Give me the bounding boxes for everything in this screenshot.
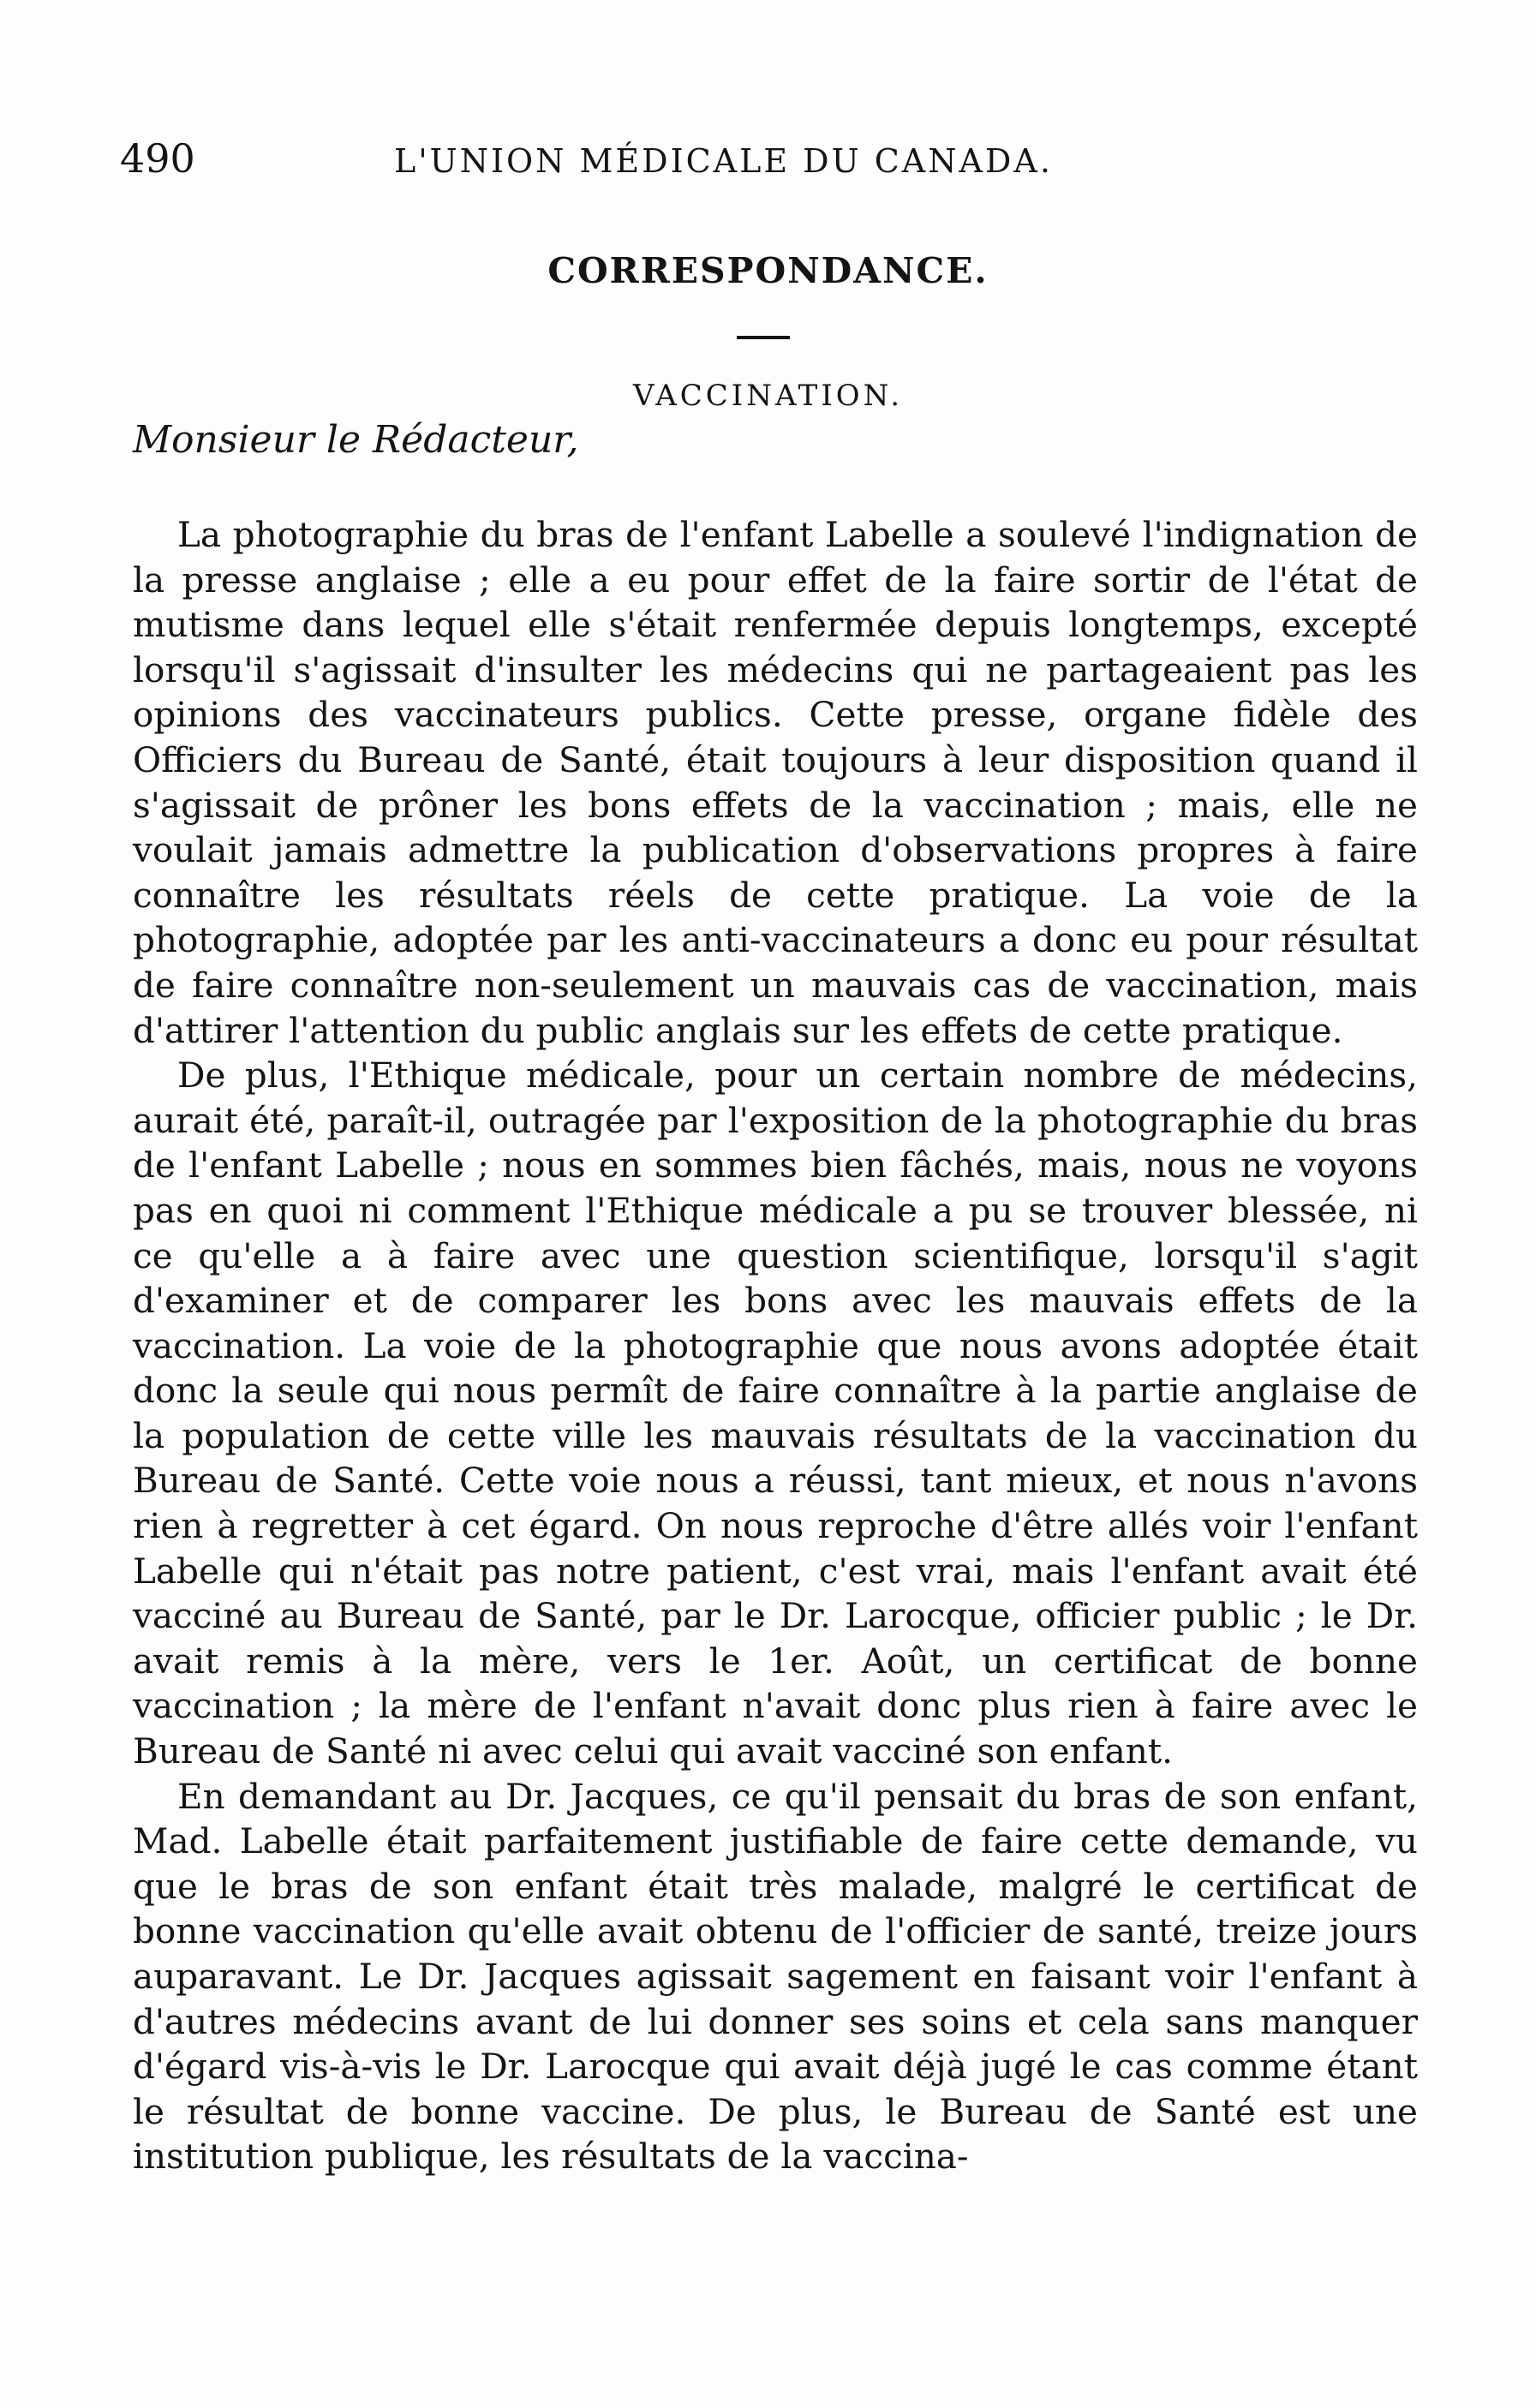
salutation: Monsieur le Rédacteur,	[133, 418, 579, 462]
paragraph-1: La photographie du bras de l'enfant Labelle a soulevé l'indignation de la presse anglaise ; elle a eu pour effet de la faire sortir de l'état de mutisme dans lequel elle s'était renfermée depuis longtemps, excepté lorsqu'il s'agissait d'insulter les médecins qui ne partageaient pas les opinions des vaccinateurs publics. Cette presse, organe fidèle des Officiers du Bureau de Santé, était toujours à leur disposition quand il s'agissait de prôner les bons effets de la vaccination ; mais, elle ne voulait jamais admettre la publication d'observations propres à faire connaître les résultats réels de cette pratique. La voie de la photographie, adoptée par les anti-vaccinateurs a donc eu pour résultat de faire connaître non-seulement un mauvais cas de vaccination, mais d'attirer l'attention du public anglais sur les effets de cette pratique.	[133, 514, 1418, 1051]
paragraph-3: En demandant au Dr. Jacques, ce qu'il pensait du bras de son enfant, Mad. Labelle était parfaitement justifiable de faire cette demande, vu que le bras de son enfant était très malade, malgré le certificat de bonne vaccination qu'elle avait obtenu de l'officier de santé, treize jours auparavant. Le Dr. Jacques agissait sagement en faisant voir l'enfant à d'autres médecins avant de lui donner ses soins et cela sans manquer d'égard vis-à-vis le Dr. Larocque qui avait déjà jugé le cas comme étant le résultat de bonne vaccine. De plus, le Bureau de Santé est une institution publique, les résultats de la vaccina-	[133, 1775, 1418, 2178]
title-rule	[737, 336, 790, 339]
page-header	[120, 135, 1422, 187]
article-body	[133, 512, 1418, 2179]
paragraph-2: De plus, l'Ethique médicale, pour un certain nombre de médecins, aurait été, paraît-il, outragée par l'exposition de la photographie du bras de l'enfant Labelle ; nous en sommes bien fâchés, mais, nous ne voyons pas en quoi ni comment l'Ethique médicale a pu se trouver blessée, ni ce qu'elle a à faire avec une question scientifique, lorsqu'il s'agit d'examiner et de comparer les bons avec les mauvais effets de la vaccination. La voie de la photographie que nous avons adoptée était donc la seule qui nous permît de faire connaître à la partie anglaise de la population de cette ville les mauvais résultats de la vaccination du Bureau de Santé. Cette voie nous a réussi, tant mieux, et nous n'avons rien à regretter à cet égard. On nous reproche d'être allés voir l'enfant Labelle qui n'était pas notre patient, c'est vrai, mais l'enfant avait été vacciné au Bureau de Santé, par le Dr. Larocque, officier public ; le Dr. avait remis à la mère, vers le 1er. Août, un certificat de bonne vaccination ; la mère de l'enfant n'avait donc plus rien à faire avec le Bureau de Santé ni avec celui qui avait vacciné son enfant.	[133, 1055, 1418, 1772]
article-subtitle: VACCINATION.	[632, 379, 904, 413]
page-number: 490	[120, 135, 195, 182]
running-title: L'UNION MÉDICALE DU CANADA.	[394, 142, 1053, 180]
section-title: CORRESPONDANCE.	[547, 250, 989, 291]
